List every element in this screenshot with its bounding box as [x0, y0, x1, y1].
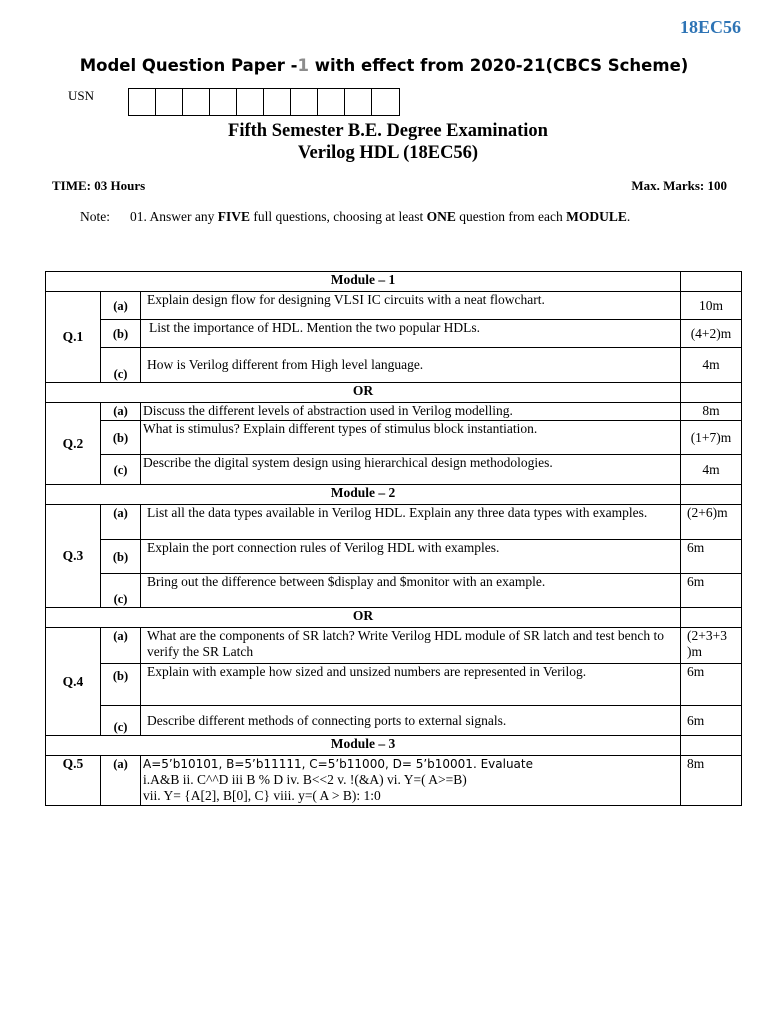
question-number: Q.5 — [46, 756, 101, 806]
note-part: . — [626, 209, 631, 224]
usn-box — [345, 89, 372, 115]
part-label: (c) — [101, 574, 141, 608]
question-row — [46, 320, 742, 348]
question-row — [46, 455, 742, 485]
question-row — [46, 540, 742, 574]
empty-cell — [681, 383, 742, 403]
q5-line-2: i.A&B ii. C^^D iii B % D iv. B<<2 v. !(&A) vi. Y=( A>=B) — [143, 772, 467, 787]
module-header-row — [46, 736, 742, 756]
part-label: (a) — [101, 628, 141, 664]
question-marks: (1+7)m — [681, 421, 742, 455]
or-row — [46, 608, 742, 628]
part-label: (c) — [101, 348, 141, 383]
question-marks: 4m — [681, 455, 742, 485]
usn-box — [156, 89, 183, 115]
question-row — [46, 421, 742, 455]
question-marks: (2+6)m — [681, 505, 742, 540]
usn-box — [183, 89, 210, 115]
usn-box — [129, 89, 156, 115]
subject-code: 18EC56 — [679, 17, 741, 37]
question-marks: 8m — [681, 403, 742, 421]
question-marks: 4m — [681, 348, 742, 383]
question-text: How is Verilog different from High level language. — [141, 348, 681, 383]
paper-title — [0, 56, 768, 75]
note-part: full questions, choosing at least — [250, 209, 427, 224]
usn-box — [264, 89, 291, 115]
note-label: Note: — [80, 209, 110, 224]
module-header-row — [46, 485, 742, 505]
part-label: (b) — [101, 421, 141, 455]
module-1-heading: Module – 1 — [46, 272, 681, 292]
question-number: Q.3 — [46, 505, 101, 608]
question-marks: 6m — [681, 574, 742, 608]
part-label: (b) — [101, 664, 141, 706]
question-number: Q.2 — [46, 403, 101, 485]
question-marks: (4+2)m — [681, 320, 742, 348]
usn-box — [210, 89, 237, 115]
title-suffix: with effect from 2020-21(CBCS Scheme) — [309, 56, 689, 75]
question-table — [45, 271, 742, 806]
question-text: List all the data types available in Verilog HDL. Explain any three data types with examples. — [141, 505, 681, 540]
question-text: List the importance of HDL. Mention the two popular HDLs. — [141, 320, 681, 348]
question-row — [46, 756, 742, 806]
note-bold: MODULE — [566, 209, 627, 224]
question-text: Describe different methods of connecting ports to external signals. — [141, 706, 681, 736]
or-divider: OR — [46, 383, 681, 403]
note-part: 01. Answer any — [130, 209, 218, 224]
empty-cell — [681, 608, 742, 628]
usn-box — [237, 89, 264, 115]
part-label: (c) — [101, 455, 141, 485]
note-part: question from each — [455, 209, 567, 224]
question-marks: 6m — [681, 540, 742, 574]
part-label: (a) — [101, 756, 141, 806]
question-row — [46, 628, 742, 664]
question-marks: 10m — [681, 292, 742, 320]
note-text — [130, 209, 630, 225]
question-text: Describe the digital system design using hierarchical design methodologies. — [141, 455, 681, 485]
question-marks: 8m — [681, 756, 742, 806]
usn-box — [372, 89, 399, 115]
exam-line-1: Fifth Semester B.E. Degree Examination — [228, 121, 548, 141]
question-row — [46, 505, 742, 540]
usn-box — [291, 89, 318, 115]
title-prefix: Model Question Paper - — [79, 56, 298, 75]
question-row — [46, 706, 742, 736]
or-divider: OR — [46, 608, 681, 628]
note-bold: ONE — [426, 209, 456, 224]
empty-cell — [681, 736, 742, 756]
exam-time: TIME: 03 Hours — [52, 178, 146, 193]
question-number: Q.1 — [46, 292, 101, 383]
part-label: (a) — [101, 505, 141, 540]
question-row — [46, 664, 742, 706]
question-text: What is stimulus? Explain different types of stimulus block instantiation. — [141, 421, 681, 455]
question-marks: 6m — [681, 706, 742, 736]
usn-boxes — [128, 88, 400, 116]
question-row — [46, 292, 742, 320]
exam-title — [0, 120, 768, 164]
question-row — [46, 403, 742, 421]
part-label: (b) — [101, 320, 141, 348]
part-label: (c) — [101, 706, 141, 736]
q5-line-3: vii. Y= {A[2], B[0], C} viii. y=( A > B): 1:0 — [143, 788, 381, 803]
or-row — [46, 383, 742, 403]
part-label: (a) — [101, 292, 141, 320]
exam-line-2: Verilog HDL (18EC56) — [297, 143, 479, 163]
question-text: Bring out the difference between $display and $monitor with an example. — [141, 574, 681, 608]
part-label: (a) — [101, 403, 141, 421]
module-3-heading: Module – 3 — [46, 736, 681, 756]
question-text: Explain with example how sized and unsized numbers are represented in Verilog. — [141, 664, 681, 706]
title-number: 1 — [297, 56, 309, 75]
question-row — [46, 574, 742, 608]
question-text: Explain design flow for designing VLSI IC circuits with a neat flowchart. — [141, 292, 681, 320]
note-bold: FIVE — [217, 209, 251, 224]
question-text: Explain the port connection rules of Verilog HDL with examples. — [141, 540, 681, 574]
question-number: Q.4 — [46, 628, 101, 736]
question-marks: 6m — [681, 664, 742, 706]
question-row — [46, 348, 742, 383]
usn-label: USN — [68, 88, 95, 103]
usn-box — [318, 89, 345, 115]
max-marks: Max. Marks: 100 — [631, 178, 727, 193]
q5-line-1: A=5’b10101, B=5’b11111, C=5’b11000, D= 5’b10001. Evaluate — [143, 757, 533, 771]
question-text: What are the components of SR latch? Write Verilog HDL module of SR latch and test bench to verify the SR Latch — [141, 628, 681, 664]
part-label: (b) — [101, 540, 141, 574]
empty-cell — [681, 272, 742, 292]
question-text: Discuss the different levels of abstraction used in Verilog modelling. — [141, 403, 681, 421]
empty-cell — [681, 485, 742, 505]
question-text — [141, 756, 681, 806]
module-2-heading: Module – 2 — [46, 485, 681, 505]
module-header-row — [46, 272, 742, 292]
question-marks: (2+3+3 )m — [681, 628, 742, 664]
